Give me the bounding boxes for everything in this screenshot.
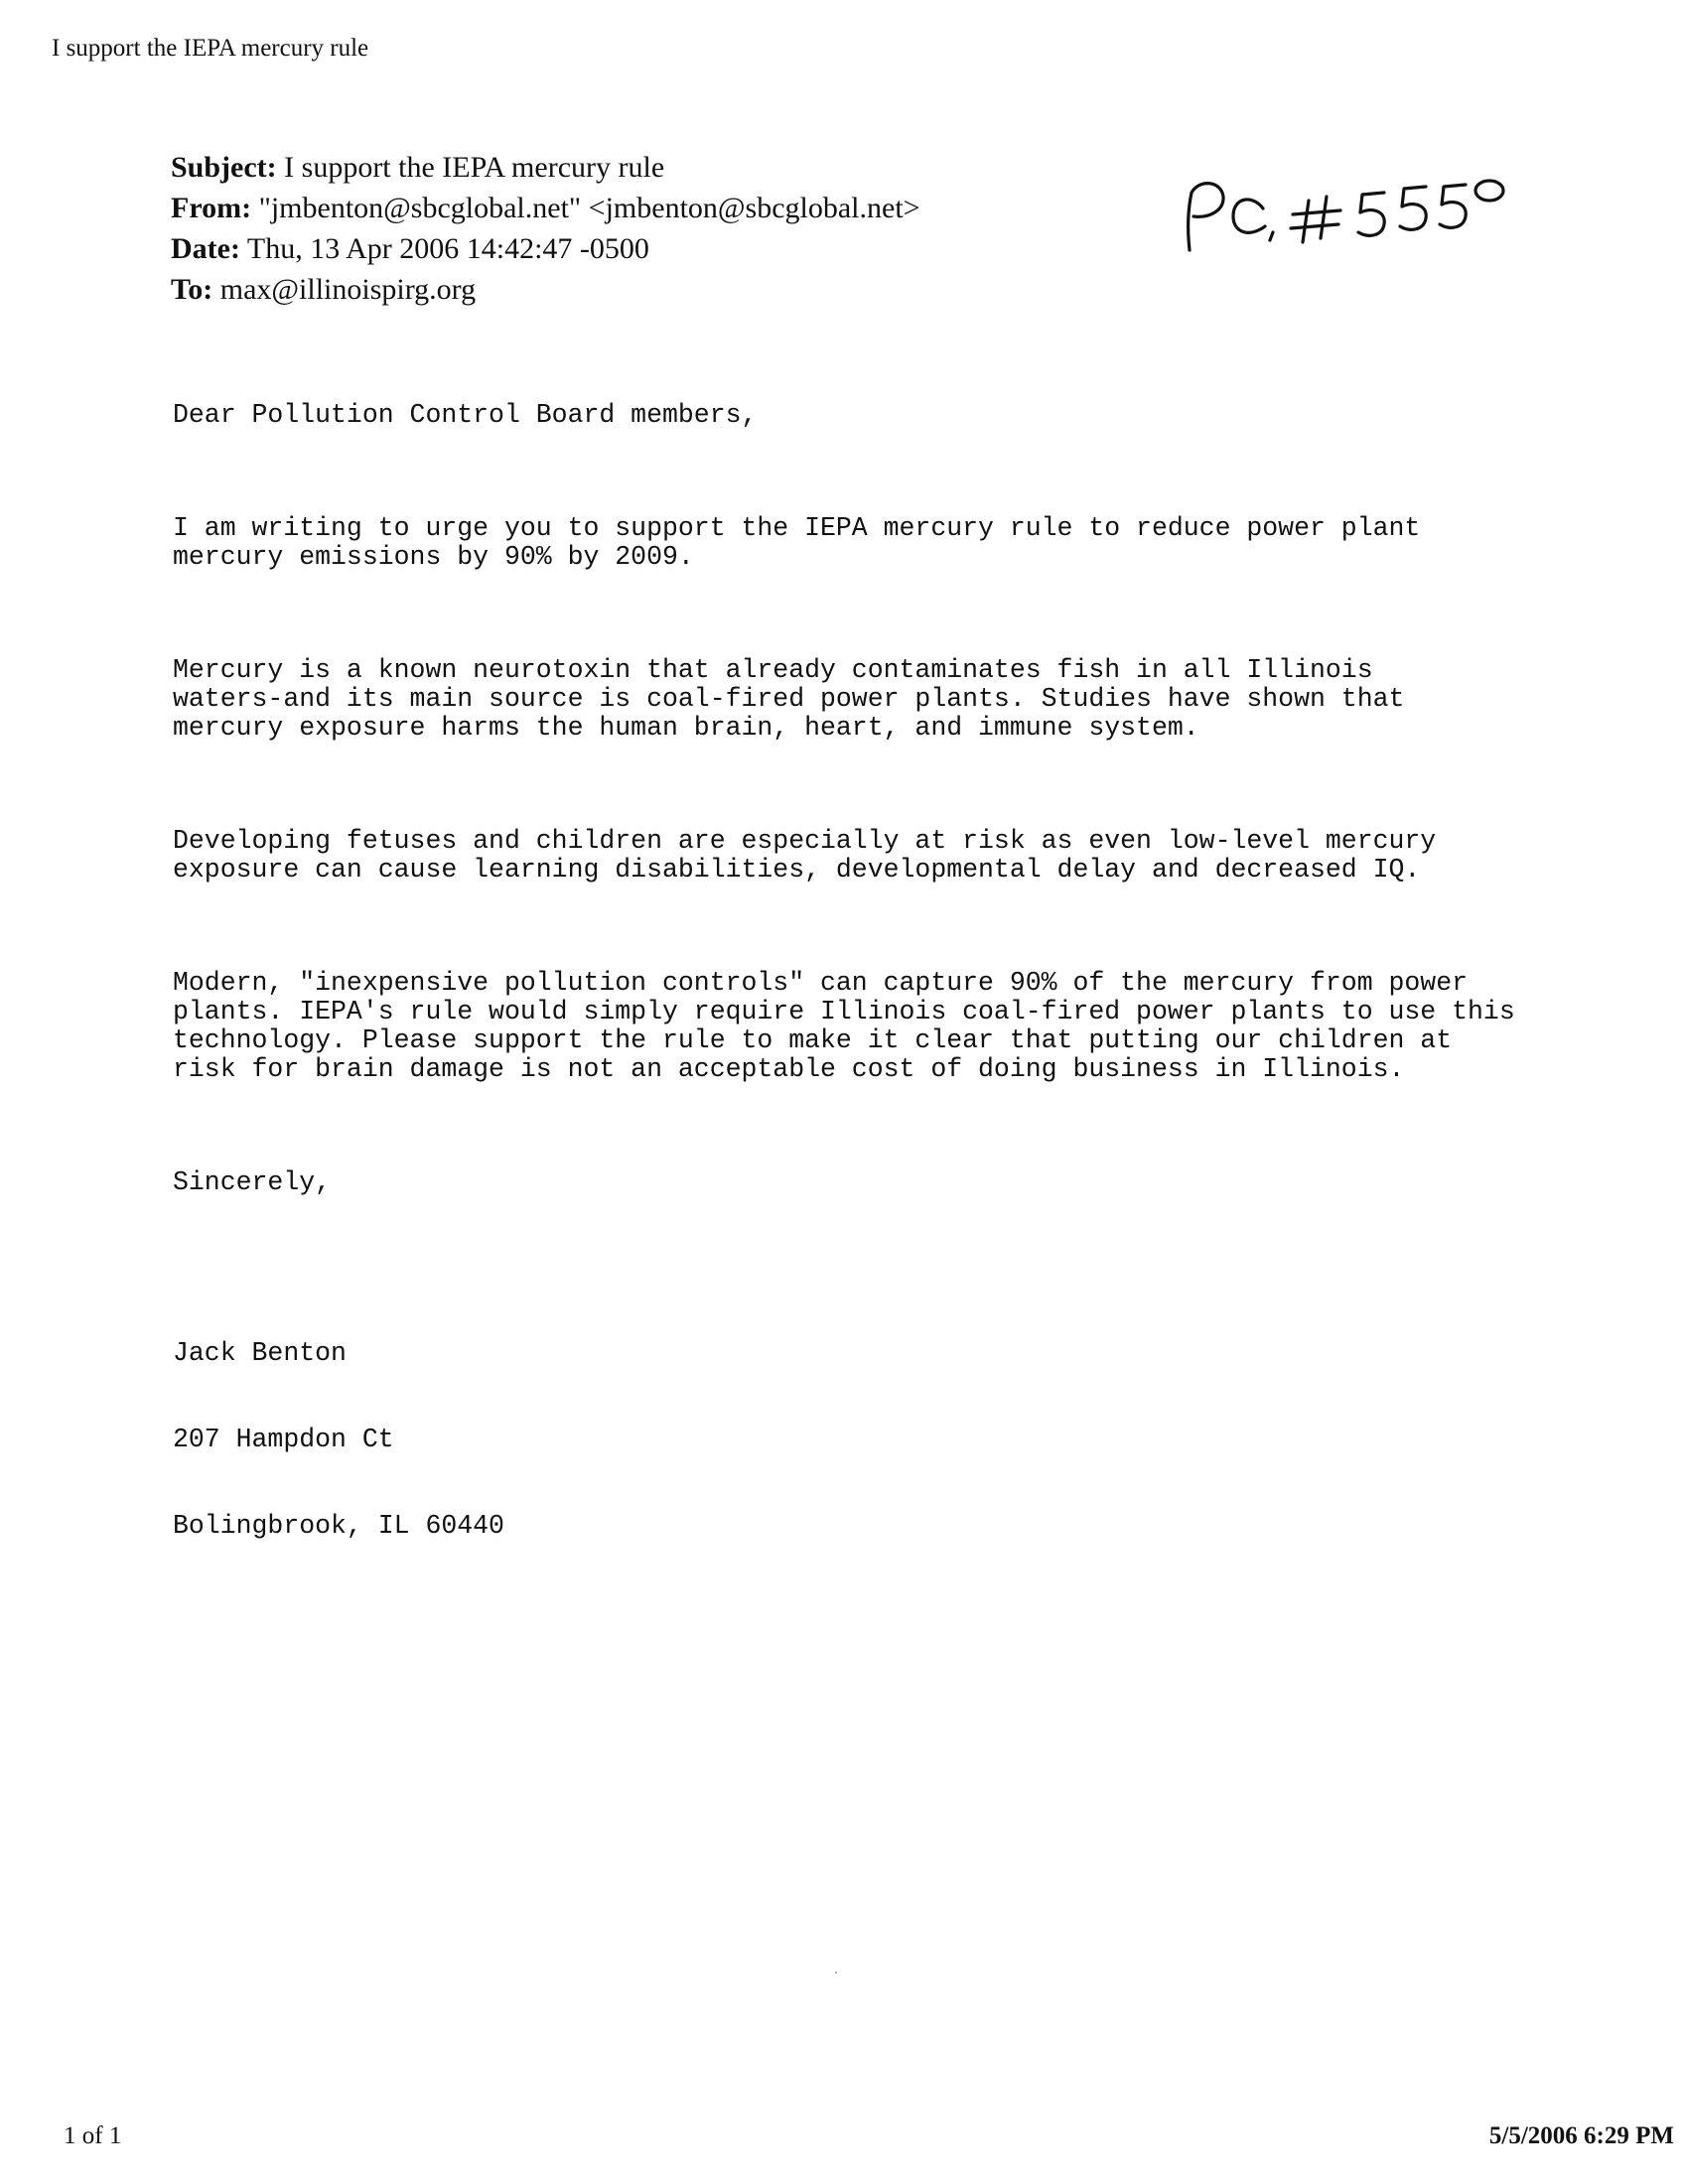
signature-city: Bolingbrook, IL 60440 <box>173 1511 504 1541</box>
email-body <box>173 343 1622 1627</box>
date-value: Thu, 13 Apr 2006 14:42:47 -0500 <box>239 232 649 265</box>
body-paragraph: Mercury is a known neurotoxin that already contaminates fish in all Illinois waters-and its main source is coal-fired power plants. Studies have shown that mercury exposure harms the human brain, heart, and immune system. <box>173 655 1405 743</box>
closing: Sincerely, <box>173 1167 332 1197</box>
to-value: max@illinoispirg.org <box>212 273 477 306</box>
to-line <box>171 269 1064 310</box>
to-label: To: <box>171 273 213 306</box>
page-number: 1 of 1 <box>64 2122 122 2149</box>
subject-line <box>171 147 1064 188</box>
from-label: From: <box>171 192 252 224</box>
salutation: Dear Pollution Control Board members, <box>173 400 758 430</box>
date-line <box>171 228 1064 269</box>
print-timestamp: 5/5/2006 6:29 PM <box>1488 2122 1674 2149</box>
scan-speck <box>835 1972 837 1974</box>
from-line <box>171 188 1064 228</box>
email-header-block <box>171 147 1064 310</box>
signature-name: Jack Benton <box>173 1338 347 1368</box>
handwritten-comment-number-drawing <box>1182 167 1509 256</box>
body-paragraph: Modern, "inexpensive pollution controls" can capture 90% of the mercury from power plants. IEPA's rule would simply require Illinois coal-fired power plants to use this technology. Please support the rule to make it clear that putting our children at risk for brain damage is not an acceptable cost of doing business in Illinois. <box>173 968 1515 1084</box>
signature-street: 207 Hampdon Ct <box>173 1425 394 1454</box>
from-value: "jmbenton@sbcglobal.net" <jmbenton@sbcglobal.net> <box>251 192 920 224</box>
print-header-title: I support the IEPA mercury rule <box>52 35 369 62</box>
subject-value: I support the IEPA mercury rule <box>276 151 665 184</box>
body-paragraph: Developing fetuses and children are especially at risk as even low-level mercury exposure can cause learning disabilities, developmental delay and decreased IQ. <box>173 826 1437 885</box>
body-paragraph: I am writing to urge you to support the IEPA mercury rule to reduce power plant mercury emissions by 90% by 2009. <box>173 513 1421 572</box>
subject-label: Subject: <box>171 151 277 184</box>
date-label: Date: <box>171 232 240 265</box>
handwritten-comment-number <box>1182 167 1509 256</box>
signature-block <box>173 1282 1622 1598</box>
